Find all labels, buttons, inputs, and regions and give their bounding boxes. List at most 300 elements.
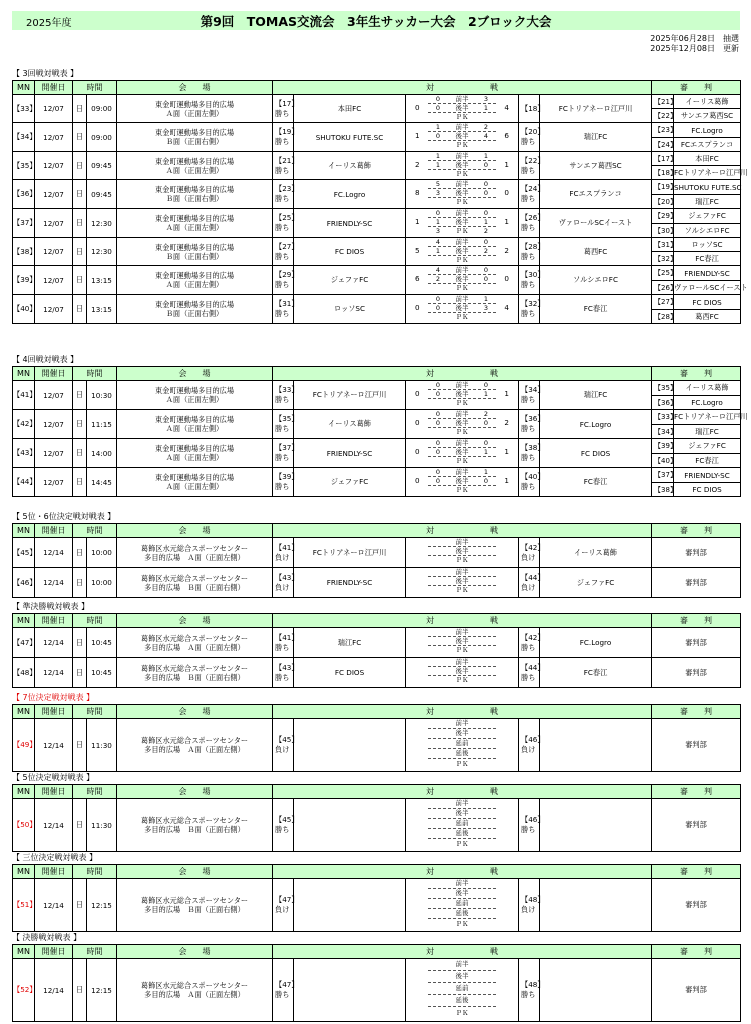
venue-court: Ａ面（正面左側）: [165, 395, 224, 404]
section-title: 【 5位・6位決定戦対戦表 】: [12, 512, 116, 521]
period-label: ＰＫ: [455, 457, 469, 466]
venue-name: 東金町運動場多目的広場: [154, 185, 235, 194]
match-weekday: 日: [73, 538, 87, 568]
match-table: [12, 864, 741, 932]
score-line: [428, 971, 496, 983]
match-weekday: 日: [73, 658, 87, 688]
table-row: [13, 959, 741, 1022]
score-breakdown: [428, 538, 496, 567]
total-score-b: 1: [504, 389, 509, 398]
referee-no: 【24】: [652, 138, 674, 152]
referee-team: FC DIOS: [674, 295, 741, 310]
seed-no: 【37】: [275, 443, 299, 452]
period-label: 前半: [455, 151, 469, 160]
half-score-a: 0: [435, 409, 441, 418]
match-date: 12/07: [35, 410, 73, 439]
col-referee: 審 判: [652, 785, 741, 799]
team-a-seed: [273, 152, 299, 180]
venue-name: 東金町運動場多目的広場: [154, 156, 235, 166]
col-date: 開催日: [35, 614, 73, 628]
period-label: 前半: [455, 179, 469, 188]
half-score-a: 1: [435, 217, 441, 226]
match-weekday: 日: [73, 381, 87, 410]
score-breakdown: [428, 410, 496, 438]
referee-no: 【34】: [652, 425, 674, 439]
venue: [117, 879, 273, 932]
period-label: ＰＫ: [455, 313, 469, 322]
period-label: 前半: [455, 567, 469, 576]
score-cell: [406, 152, 519, 180]
team-a-name: FC.Logro: [294, 180, 406, 209]
team-a-seed: [273, 95, 299, 123]
referee-team: 瑞江FC: [674, 195, 741, 209]
half-score-a: 1: [435, 160, 441, 169]
seed-no: 【23】: [275, 184, 299, 193]
referee-team: FCエスプランコ: [674, 138, 741, 152]
seed-result: 負け: [521, 552, 536, 562]
team-b-seed: [519, 381, 545, 410]
seed-result: 負け: [521, 745, 536, 754]
score-line: [428, 839, 496, 849]
team-a-name: 本田FC: [294, 95, 406, 123]
team-a-name: FRIENDLY-SC: [294, 439, 406, 468]
score-line: [428, 180, 496, 189]
score-breakdown: [428, 180, 496, 208]
seed-result: 負け: [275, 745, 290, 754]
seed-result: 勝ち: [275, 165, 290, 175]
venue-name: 葛飾区水元総合スポーツセンター: [140, 633, 249, 643]
period-label: 後半: [455, 546, 469, 555]
section-title: 【 5位決定戦対戦表 】: [12, 773, 95, 782]
referee-no: 【37】: [652, 468, 674, 483]
team-b-seed: [519, 152, 545, 180]
period-label: ＰＫ: [455, 676, 469, 685]
period-label: 後半: [455, 889, 469, 898]
period-label: 後半: [455, 576, 469, 585]
fiscal-year: 2025年度: [26, 18, 72, 29]
referee: 審判部: [652, 538, 741, 568]
venue-name: 東金町運動場多目的広場: [154, 128, 235, 137]
period-label: 前半: [455, 657, 469, 666]
half-score-a: 0: [435, 447, 441, 456]
team-a-seed: [273, 879, 299, 932]
pk-line: [428, 227, 496, 236]
team-b-seed: [519, 799, 545, 852]
seed-no: 【24】: [521, 184, 545, 193]
score-line: [428, 419, 496, 428]
score-line: [428, 719, 496, 729]
venue-court: Ｂ面（正面右側）: [165, 309, 224, 318]
seed-result: 負け: [275, 905, 290, 914]
half-score-a: 0: [435, 131, 441, 140]
team-b-seed: [519, 410, 545, 439]
pk-line: [428, 113, 496, 122]
half-score-b: 2: [483, 246, 489, 255]
half-score-a: 0: [435, 103, 441, 112]
half-score-b: 0: [483, 380, 489, 389]
referee-no: 【25】: [652, 266, 674, 281]
total-score-a: 0: [415, 303, 420, 312]
seed-result: 勝ち: [521, 395, 536, 404]
total-score-a: 0: [415, 447, 420, 456]
venue-name: 葛飾区水元総合スポーツセンター: [140, 543, 249, 553]
seed-no: 【20】: [521, 127, 545, 136]
match-number: 【46】: [13, 568, 35, 598]
half-score-b: 0: [483, 237, 489, 246]
venue: [117, 410, 273, 439]
score-breakdown: [428, 439, 496, 467]
total-score-a: 0: [415, 476, 420, 485]
venue: [117, 295, 273, 324]
period-label: ＰＫ: [455, 646, 469, 655]
col-time: 時間: [73, 524, 117, 538]
team-a-seed: [273, 180, 299, 209]
match-weekday: 日: [73, 719, 87, 772]
venue: [117, 799, 273, 852]
score-line: [428, 538, 496, 547]
team-a-name: FRIENDLY-SC: [294, 209, 406, 238]
half-score-b: 0: [483, 160, 489, 169]
col-date: 開催日: [35, 81, 73, 95]
period-label: 前半: [455, 537, 469, 546]
match-number: 【47】: [13, 628, 35, 658]
half-score-b: 0: [483, 418, 489, 427]
seed-no: 【17】: [275, 98, 299, 108]
period-label: 後半: [455, 131, 469, 140]
section-title: 【 三位決定戦対戦表 】: [12, 853, 98, 862]
match-weekday: 日: [73, 468, 87, 497]
period-label: ＰＫ: [455, 198, 469, 207]
half-score-a: 0: [435, 476, 441, 485]
venue-court: 多目的広場 Ｂ面（正面右側）: [144, 905, 245, 914]
score-breakdown: [428, 719, 496, 771]
venue-court: 多目的広場 Ａ面（正面左側）: [144, 745, 245, 754]
seed-result: 勝ち: [275, 194, 290, 203]
match-weekday: 日: [73, 879, 87, 932]
team-b-name: 葛西FC: [540, 238, 652, 266]
half-score-b: 0: [483, 274, 489, 283]
match-table: [12, 944, 741, 1022]
match-number: 【41】: [13, 381, 35, 410]
referee: 審判部: [652, 628, 741, 658]
team-a-name: FC DIOS: [294, 658, 406, 688]
col-time: 時間: [73, 865, 117, 879]
seed-result: 負け: [521, 582, 536, 592]
score-line: [428, 995, 496, 1007]
total-score-b: 1: [504, 476, 509, 485]
period-label: ＰＫ: [455, 141, 469, 150]
team-a-name: ジェファFC: [294, 468, 406, 497]
referee-no: 【33】: [652, 410, 674, 425]
score-line: [428, 448, 496, 457]
col-match: 対 戦: [273, 785, 652, 799]
col-date: 開催日: [35, 785, 73, 799]
team-a-seed: [273, 439, 299, 468]
team-b-name: FC.Logro: [540, 628, 652, 658]
score-line: [428, 95, 496, 104]
venue-court: 多目的広場 Ｂ面（正面右側）: [144, 825, 245, 834]
team-b-seed: [519, 123, 545, 152]
referee-no: 【30】: [652, 224, 674, 238]
score-cell: [406, 180, 519, 209]
seed-result: 勝ち: [521, 280, 536, 289]
referee: 審判部: [652, 879, 741, 932]
match-date: 12/07: [35, 295, 73, 324]
match-number: 【45】: [13, 538, 35, 568]
col-venue: 会 場: [117, 614, 273, 628]
team-a-name: [294, 719, 406, 772]
venue-court: 多目的広場 Ａ面（正面左側）: [144, 990, 245, 999]
half-score-b: 1: [483, 294, 489, 303]
referee-team: 葛西FC: [674, 310, 741, 324]
match-date: 12/07: [35, 266, 73, 295]
score-line: [428, 819, 496, 829]
col-referee: 審 判: [652, 865, 741, 879]
seed-no: 【35】: [275, 414, 299, 423]
score-breakdown: [428, 238, 496, 265]
table-row: [13, 180, 741, 195]
total-score-a: 0: [415, 418, 420, 427]
team-a-name: 瑞江FC: [294, 628, 406, 658]
team-a-name: イーリス葛飾: [294, 410, 406, 439]
seed-result: 勝ち: [521, 223, 536, 232]
match-weekday: 日: [73, 628, 87, 658]
referee-no: 【28】: [652, 310, 674, 324]
total-score-a: 6: [415, 274, 420, 283]
half-score-b: 4: [483, 131, 489, 140]
seed-no: 【46】: [521, 815, 545, 824]
venue: [117, 439, 273, 468]
score-line: [428, 266, 496, 275]
score-cell: [406, 95, 519, 123]
half-score-b: 1: [483, 447, 489, 456]
venue-name: 東金町運動場多目的広場: [154, 214, 235, 223]
seed-no: 【40】: [521, 472, 545, 481]
period-label: 前半: [455, 208, 469, 217]
half-score-b: 1: [483, 103, 489, 112]
team-b-seed: [519, 719, 545, 772]
section-title: 【 7位決定戦対戦表 】: [12, 693, 95, 702]
score-line: [428, 123, 496, 132]
period-label: 前半: [455, 799, 469, 808]
period-label: 前半: [455, 879, 469, 888]
score-breakdown: [428, 468, 496, 496]
seed-no: 【36】: [521, 414, 545, 423]
referee-team: FC春江: [674, 252, 741, 266]
referee-team: SHUTOKU FUTE.SC: [674, 180, 741, 195]
table-row: [13, 381, 741, 396]
seed-result: 負け: [275, 552, 290, 562]
col-time: 時間: [73, 81, 117, 95]
score-cell: [406, 295, 519, 324]
match-table: [12, 80, 748, 324]
venue: [117, 568, 273, 598]
seed-no: 【47】: [275, 895, 299, 904]
match-date: 12/14: [35, 799, 73, 852]
score-cell: [406, 439, 519, 468]
match-weekday: 日: [73, 959, 87, 1022]
period-label: 後半: [455, 447, 469, 456]
half-score-b: 1: [483, 389, 489, 398]
team-a-name: FRIENDLY-SC: [294, 568, 406, 598]
venue: [117, 538, 273, 568]
team-b-name: FC.Logro: [540, 410, 652, 439]
seed-no: 【45】: [275, 815, 299, 824]
seed-result: 勝ち: [521, 453, 536, 462]
team-a-name: ロッソSC: [294, 295, 406, 324]
section-title: 【 4回戦対戦表 】: [12, 355, 79, 364]
col-mn: MN: [13, 614, 35, 628]
total-score-b: 2: [504, 245, 509, 255]
half-score-b: 3: [483, 94, 489, 103]
score-line: [428, 586, 496, 595]
team-b-seed: [519, 439, 545, 468]
match-number: 【48】: [13, 658, 35, 688]
seed-result: 勝ち: [521, 137, 536, 146]
col-time: 時間: [73, 705, 117, 719]
referee-no: 【17】: [652, 152, 674, 166]
referee-team: FC.Logro: [674, 123, 741, 138]
match-date: 12/14: [35, 628, 73, 658]
seed-result: 勝ち: [521, 642, 536, 652]
pk-line: [428, 457, 496, 466]
seed-no: 【27】: [275, 241, 299, 251]
score-line: [428, 468, 496, 477]
half-score-a: 0: [435, 303, 441, 312]
seed-result: 勝ち: [521, 424, 536, 433]
team-b-seed: [519, 568, 545, 598]
venue-name: 東金町運動場多目的広場: [154, 473, 235, 482]
venue-name: 東金町運動場多目的広場: [154, 242, 235, 252]
score-breakdown: [428, 568, 496, 597]
draw-date: 2025年06月28日 抽選: [650, 34, 739, 43]
seed-no: 【48】: [521, 980, 545, 989]
score-breakdown: [428, 381, 496, 409]
seed-no: 【34】: [521, 385, 545, 394]
seed-no: 【44】: [521, 662, 545, 672]
col-venue: 会 場: [117, 865, 273, 879]
match-time: 11:30: [87, 799, 117, 852]
table-row: [13, 123, 741, 138]
seed-result: 勝ち: [521, 309, 536, 318]
col-venue: 会 場: [117, 945, 273, 959]
seed-result: 勝ち: [275, 309, 290, 318]
score-breakdown: [428, 209, 496, 237]
venue-name: 葛飾区水元総合スポーツセンター: [140, 573, 249, 583]
match-weekday: 日: [73, 209, 87, 238]
score-breakdown: [428, 295, 496, 323]
score-line: [428, 759, 496, 769]
venue: [117, 123, 273, 152]
score-line: [428, 879, 496, 889]
venue-name: 葛飾区水元総合スポーツセンター: [140, 736, 249, 745]
team-b-name: 瑞江FC: [540, 381, 652, 410]
period-label: 前半: [455, 719, 469, 728]
seed-result: 勝ち: [275, 453, 290, 462]
half-score-a: 1: [435, 122, 441, 131]
seed-no: 【48】: [521, 895, 545, 904]
period-label: ＰＫ: [455, 227, 469, 236]
total-score-a: 1: [415, 131, 420, 140]
col-match: 対 戦: [273, 865, 652, 879]
seed-no: 【22】: [521, 155, 545, 165]
score-breakdown: [428, 879, 496, 931]
period-label: 後半: [455, 103, 469, 112]
col-date: 開催日: [35, 865, 73, 879]
venue-court: Ａ面（正面左側）: [165, 424, 224, 433]
venue: [117, 266, 273, 295]
col-venue: 会 場: [117, 81, 273, 95]
half-score-a: 5: [435, 179, 441, 188]
match-date: 12/14: [35, 959, 73, 1022]
match-time: 12:30: [87, 238, 117, 266]
seed-no: 【33】: [275, 385, 299, 394]
seed-no: 【29】: [275, 270, 299, 279]
seed-no: 【46】: [521, 735, 545, 744]
seed-no: 【21】: [275, 155, 299, 165]
match-number: 【42】: [13, 410, 35, 439]
seed-result: 勝ち: [275, 642, 290, 652]
match-time: 13:15: [87, 295, 117, 324]
score-line: [428, 161, 496, 170]
venue-name: 東金町運動場多目的広場: [154, 415, 235, 424]
match-date: 12/07: [35, 180, 73, 209]
match-time: 13:15: [87, 266, 117, 295]
total-score-b: 4: [504, 102, 509, 112]
period-label: ＰＫ: [455, 1008, 469, 1017]
referee-team: FC DIOS: [674, 483, 741, 497]
venue-court: Ａ面（正面左側）: [165, 453, 224, 462]
match-weekday: 日: [73, 295, 87, 324]
score-line: [428, 381, 496, 390]
total-score-a: 0: [415, 102, 420, 112]
team-a-seed: [273, 295, 299, 324]
col-venue: 会 場: [117, 367, 273, 381]
match-weekday: 日: [73, 123, 87, 152]
total-score-b: 6: [504, 131, 509, 140]
venue-court: 多目的広場 Ｂ面（正面右側）: [144, 672, 245, 682]
venue: [117, 381, 273, 410]
table-header: [13, 945, 741, 959]
team-b-name: [540, 879, 652, 932]
match-number: 【51】: [13, 879, 35, 932]
seed-no: 【32】: [521, 299, 545, 308]
match-weekday: 日: [73, 238, 87, 266]
half-score-a: 0: [435, 438, 441, 447]
referee: 審判部: [652, 959, 741, 1022]
seed-result: 勝ち: [521, 194, 536, 203]
col-match: 対 戦: [273, 524, 652, 538]
match-weekday: 日: [73, 95, 87, 123]
match-weekday: 日: [73, 568, 87, 598]
seed-no: 【28】: [521, 241, 545, 251]
pk-line: [428, 141, 496, 150]
team-a-seed: [273, 266, 299, 295]
score-cell: [406, 538, 519, 568]
seed-no: 【47】: [275, 980, 299, 989]
table-row: [13, 238, 741, 252]
pk-line: [428, 428, 496, 437]
seed-result: 勝ち: [521, 165, 536, 175]
referee-no: 【22】: [652, 109, 674, 123]
referee-no: 【39】: [652, 439, 674, 454]
match-number: 【34】: [13, 123, 35, 152]
seed-no: 【45】: [275, 735, 299, 744]
col-match: 対 戦: [273, 945, 652, 959]
venue-court: Ａ面（正面左側）: [165, 108, 224, 118]
total-score-a: 8: [415, 188, 420, 197]
team-b-seed: [519, 266, 545, 295]
